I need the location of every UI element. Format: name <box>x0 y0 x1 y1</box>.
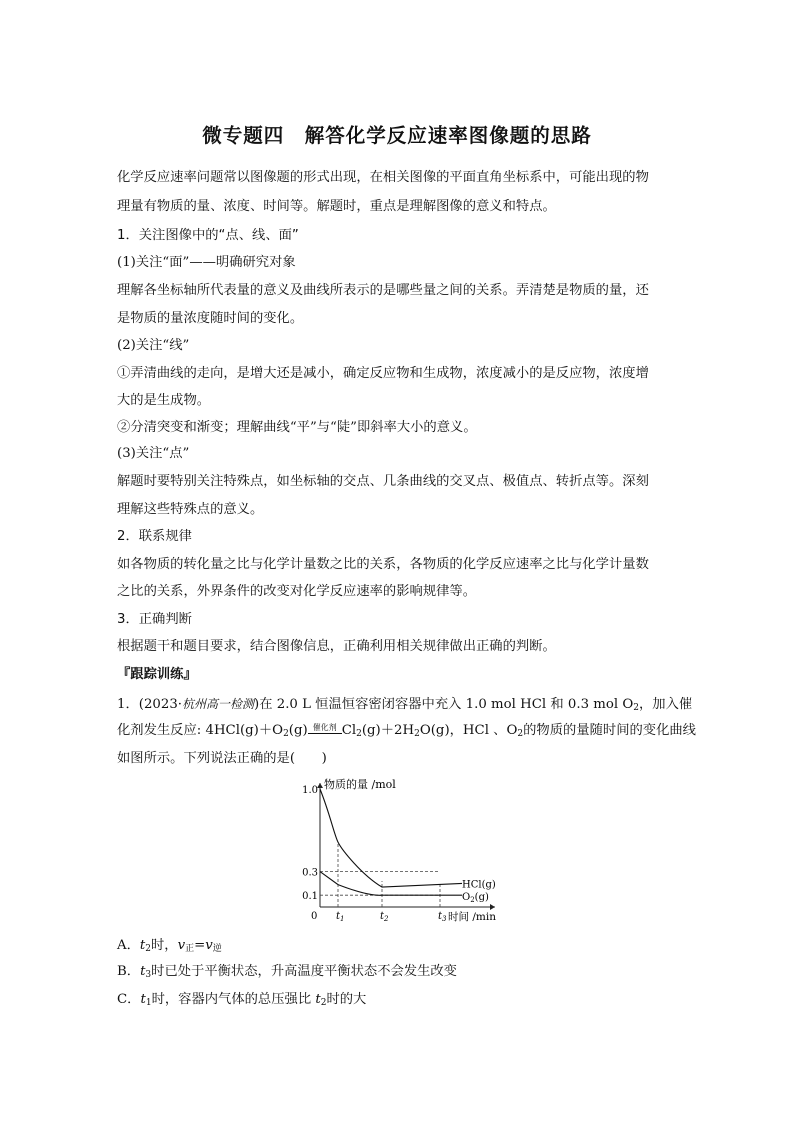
o2-series-label: $O_2(g)$ <box>462 892 489 905</box>
intro-line-1: 化学反应速率问题常以图像题的形式出现，在相关图像的平面直角坐标系中，可能出现的物 <box>117 170 649 185</box>
subsection-face-title: (1)关注“面”——明确研究对象 <box>117 255 296 270</box>
section-1-heading: 1．关注图像中的“点、线、面” <box>117 228 299 243</box>
paragraph-line: ②分清突变和渐变；理解曲线“平”与“陡”即斜率大小的意义。 <box>117 420 477 435</box>
hcl-series-label: HCl(g) <box>462 879 496 891</box>
question-1-line-3: 如图所示。下列说法正确的是( ) <box>117 751 327 766</box>
paragraph-line: 大的是生成物。 <box>117 393 211 408</box>
option-c[interactable]: C．$t_1$时，容器内气体的总压强比 $t_2$时的大 <box>117 992 367 1008</box>
y-axis-label: 物质的量 /mol <box>324 778 396 791</box>
question-1-line-2: 化剂发生反应: $4HCl(g)+O_2(g)$ 催化剂 $Cl_2(g)+2H_2O(g)$，HCl 、$O_2$的物质的量随时间的变化曲线 <box>117 723 696 739</box>
subsection-line-title: (2)关注“线” <box>117 338 190 353</box>
paragraph-line: 根据题干和题目要求，结合图像信息，正确利用相关规律做出正确的判断。 <box>117 639 556 654</box>
subsection-point-title: (3)关注“点” <box>117 446 190 461</box>
hcl-curve <box>320 789 462 887</box>
catalyst-arrow: 催化剂 <box>308 722 342 734</box>
section-2-heading: 2．联系规律 <box>117 529 192 544</box>
origin-label: 0 <box>311 911 318 922</box>
x-tick-label: $t_1$ <box>336 911 345 923</box>
paragraph-line: 如各物质的转化量之比与化学计量数之比的关系，各物质的化学反应速率之比与化学计量数 <box>117 557 649 572</box>
paragraph-line: 解题时要特别关注特殊点，如坐标轴的交点、几条曲线的交叉点、极值点、转折点等。深刻 <box>117 474 649 489</box>
paragraph-line: ①弄清曲线的走向，是增大还是减小，确定反应物和生成物，浓度减小的是反应物，浓度增 <box>117 366 649 381</box>
section-3-heading: 3．正确判断 <box>117 612 192 627</box>
x-tick-label: $t_3$ <box>438 911 447 923</box>
x-axis-label: 时间 /min <box>448 911 496 923</box>
x-tick-label: $t_2$ <box>380 911 389 923</box>
x-axis-arrow <box>490 904 495 910</box>
chart-marks <box>320 789 496 904</box>
y-tick-label: 0.3 <box>302 867 318 879</box>
option-b[interactable]: B．$t_3$时已处于平衡状态，升高温度平衡状态不会发生改变 <box>117 964 457 980</box>
o2-curve <box>320 872 462 896</box>
question-1-line-1: 1．(2023·杭州高一检测)在 2.0 L 恒温恒容密闭容器中充入 1.0 mol HCl 和 0.3 mol $O_2$，加入催 <box>117 697 693 713</box>
y-tick-label: 0.1 <box>302 891 318 903</box>
training-tag: 『跟踪训练』 <box>117 667 197 682</box>
paragraph-line: 理解各坐标轴所代表量的意义及曲线所表示的是哪些量之间的关系。弄清楚是物质的量，还 <box>117 283 649 298</box>
intro-line-2: 理量有物质的量、浓度、时间等。解题时，重点是理解图像的意义和特点。 <box>117 199 556 214</box>
y-tick-label: 1.0 <box>302 785 318 796</box>
paragraph-line: 是物质的量浓度随时间的变化。 <box>117 311 304 326</box>
paragraph-line: 之比的关系，外界条件的改变对化学反应速率的影响规律等。 <box>117 584 477 599</box>
paragraph-line: 理解这些特殊点的意义。 <box>117 502 264 517</box>
option-a[interactable]: A．$t_2$时，$v_正=v_逆$ <box>117 938 222 954</box>
page-title: 微专题四 解答化学反应速率图像题的思路 <box>202 124 592 147</box>
mole-time-chart <box>290 773 530 923</box>
